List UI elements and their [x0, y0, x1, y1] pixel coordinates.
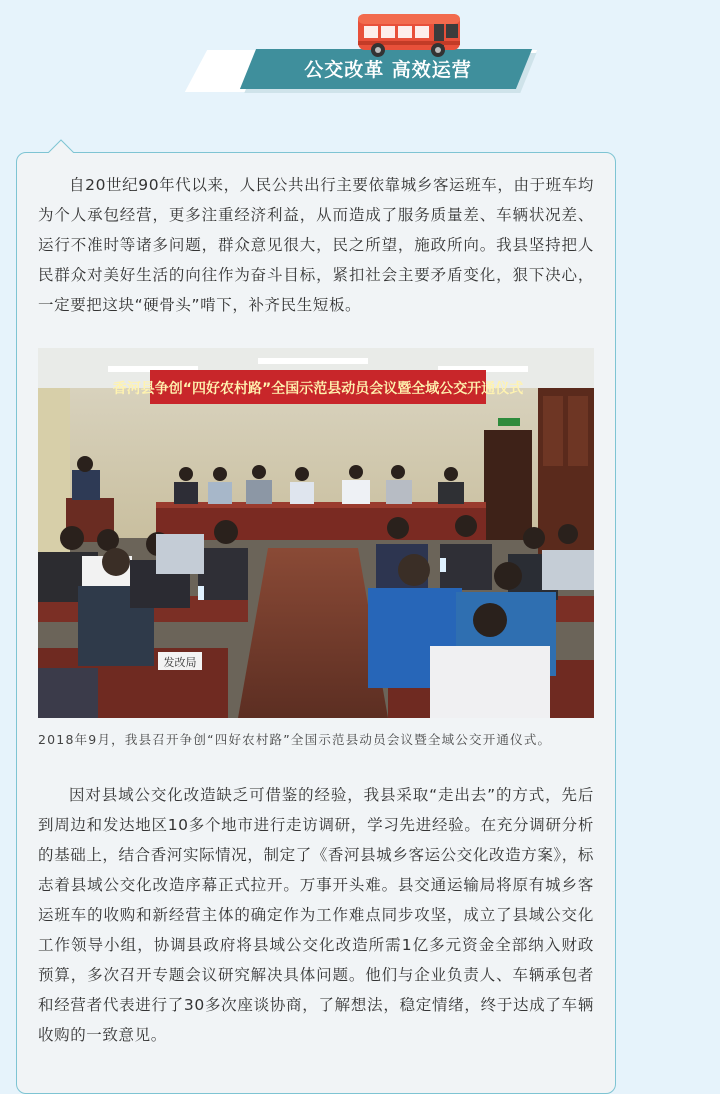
- photo-caption: 2018年9月，我县召开争创“四好农村路”全国示范县动员会议暨全域公交开通仪式。: [38, 732, 552, 747]
- bus-icon: [356, 12, 462, 60]
- section-title: 公交改革 高效运营: [304, 59, 472, 81]
- intro-paragraph: 自20世纪90年代以来，人民公共出行主要依靠城乡客运班车，由于班车均为个人承包经营，更多注重经济利益，从而造成了服务质量差、车辆状况差、运行不准时等诸多问题，群众意见很大，民之所望，施政所向。我县坚持把人民群众对美好生活的向往作为奋斗目标，紧扣社会主要矛盾变化，狠下决心，一定要把这块“硬骨头”啃下，补齐民生短板。: [38, 176, 594, 314]
- meeting-photo-illustration: [38, 348, 594, 718]
- photo-banner-text: 香河县争创“四好农村路”全国示范县动员会议暨全域公交开通仪式: [112, 381, 524, 397]
- meeting-photo: [38, 348, 594, 718]
- photo-nameplate: 发改局: [163, 656, 197, 669]
- section-header: [0, 0, 720, 110]
- card-notch: [48, 139, 74, 153]
- body-paragraph: 因对县域公交化改造缺乏可借鉴的经验，我县采取“走出去”的方式，先后到周边和发达地区10多个地市进行走访调研，学习先进经验。在充分调研分析的基础上，结合香河实际情况，制定了《香河县城乡客运公交化改造方案》，标志着县域公交化改造序幕正式拉开。万事开头难。县交通运输局将原有城乡客运班车的收购和新经营主体的确定作为工作难点同步攻坚，成立了县域公交化工作领导小组，协调县政府将县域公交化改造所需1亿多元资金全部纳入财政预算，多次召开专题会议研究解决具体问题。他们与企业负责人、车辆承包者和经营者代表进行了30多次座谈协商，了解想法，稳定情绪，终于达成了车辆收购的一致意见。: [38, 786, 594, 1044]
